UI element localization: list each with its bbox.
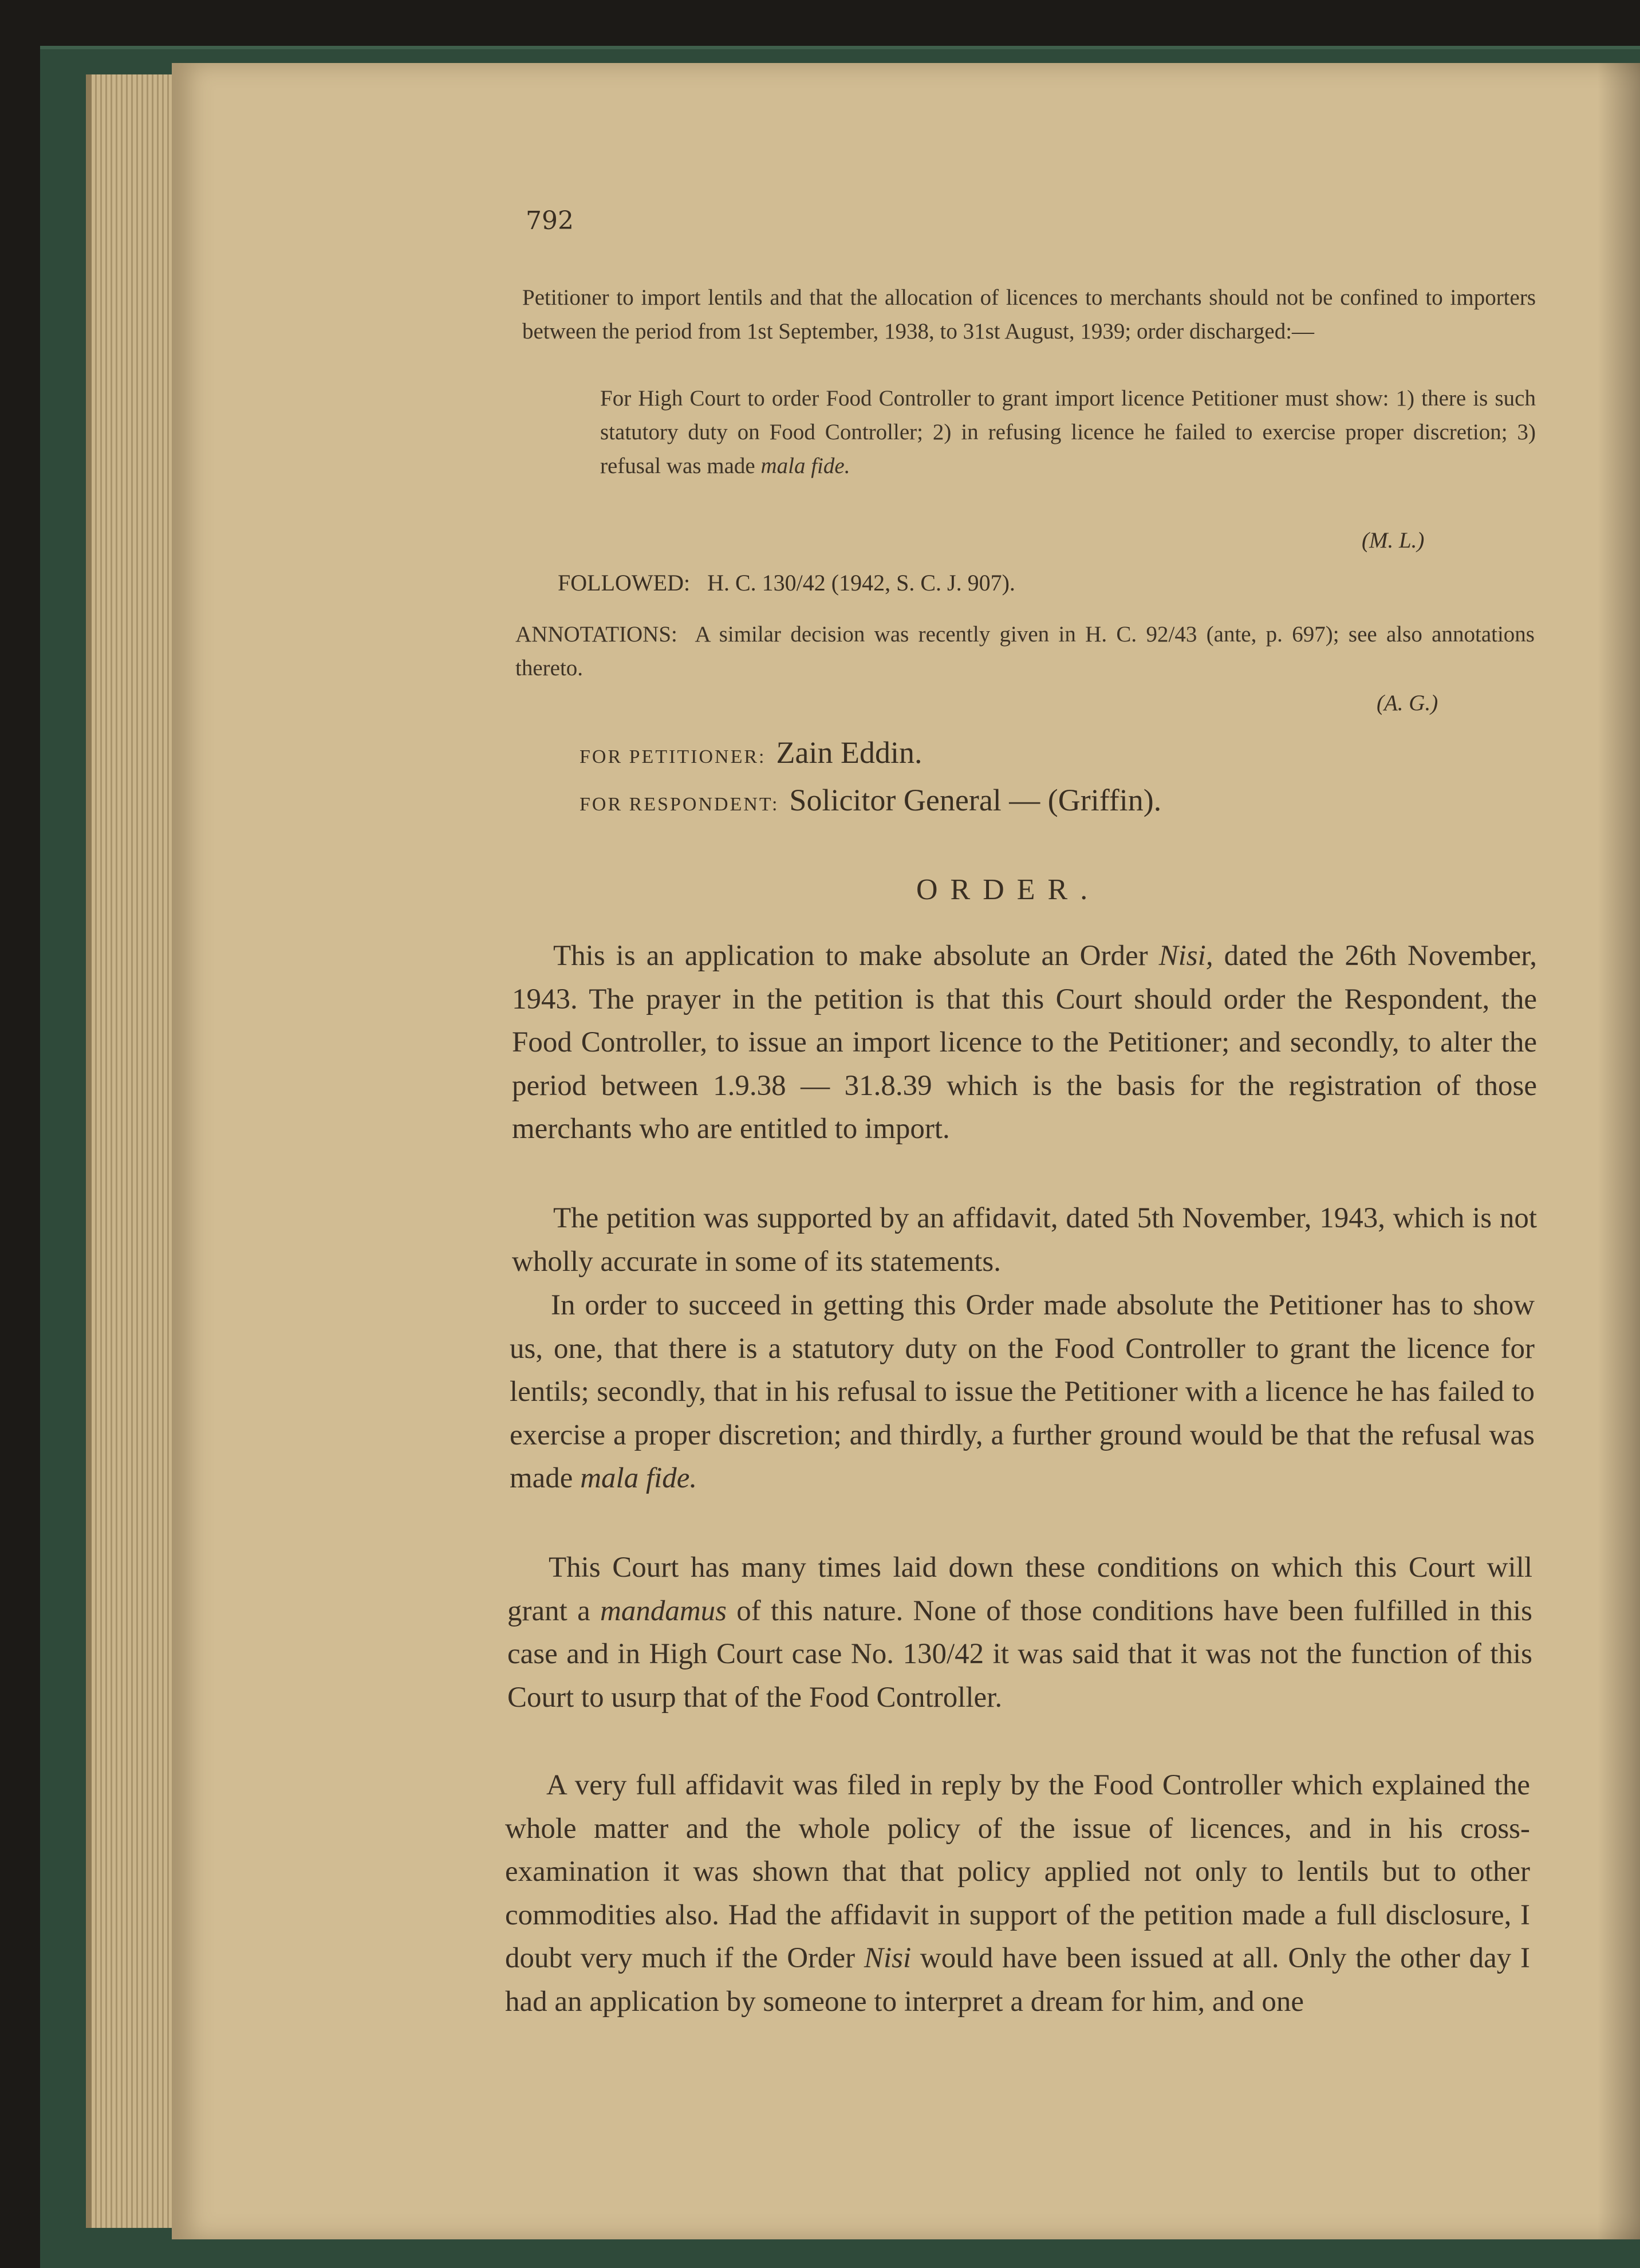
paragraph-1-text-a: This is an application to make absolute an Order	[553, 940, 1148, 972]
paragraph-5-text-a: A very full affidavit was filed in reply by the Food Controller which explained the whole matter and the whole policy of the issue of licences, and in his cross-examination it was shown that that policy applied not only to lentils but to other commodities also. Had the affidavit in support of the petition made a full disclosure, I doubt very much if the Order	[505, 1769, 1530, 1974]
page-shadow	[1598, 63, 1640, 2239]
annotations-label: ANNOTATIONS:	[515, 622, 677, 647]
paragraph-1	[512, 935, 1537, 1151]
paragraph-2-text: The petition was supported by an affidavit, dated 5th November, 1943, which is not wholly accurate in some of its statements.	[512, 1202, 1537, 1278]
counsel-petitioner-label: FOR PETITIONER:	[579, 746, 766, 767]
paragraph-4-italic: mandamus	[600, 1594, 727, 1627]
paragraph-5-italic: Nisi	[864, 1942, 912, 1974]
paragraph-4-text-a: This Court has many times laid down these conditions on which this Court will grant a	[507, 1552, 1532, 1627]
followed-text: H. C. 130/42 (1942, S. C. J. 907).	[707, 570, 1015, 596]
followed-line	[558, 569, 1015, 596]
counsel-respondent-label: FOR RESPONDENT:	[579, 794, 779, 815]
paragraph-5	[505, 1764, 1530, 2023]
annotations-text: A similar decision was recently given in H. C. 92/43 (ante, p. 697); see also annotations thereto.	[515, 622, 1535, 680]
paragraph-1-text-b: dated the 26th November, 1943. The prayer in the petition is that this Court should order the Respondent, the Food Controller, to issue an import licence to the Petitioner; and secondly, to alter the period between 1.9.38 — 31.8.39 which is the basis for the registration of those merchants who are entitled to import.	[512, 940, 1537, 1145]
headnote-summary: Petitioner to import lentils and that the allocation of licences to merchants should not be confined to importers between the period from 1st September, 1938, to 31st August, 1939; order discharged:—	[522, 285, 1536, 344]
paragraph-3-text: In order to succeed in getting this Order made absolute the Petitioner has to show us, one, that there is a statutory duty on the Food Controller to grant the licence for lentils; secondly, that in his refusal to issue the Petitioner with a licence he has failed to exercise a proper discretion; and thirdly, a further ground would be that the refusal was made	[510, 1289, 1535, 1494]
paragraph-3-italic: mala fide.	[580, 1462, 697, 1494]
counsel-petitioner-name: Zain Eddin.	[776, 735, 922, 770]
paragraph-4	[507, 1546, 1532, 1719]
annotations	[515, 617, 1535, 685]
headnote-holding-text: For High Court to order Food Controller to grant import licence Petitioner must show: 1) there is such statutory duty on Food Controller; 2) in refusing licence he failed to exercise proper discretion; 3) refusal was made	[600, 386, 1536, 478]
paragraph-3	[510, 1284, 1535, 1501]
editor-initials-2: (A. G.)	[1377, 691, 1438, 715]
headnote-holding	[600, 381, 1536, 483]
paragraph-4-text-b: of this nature. None of those conditions have been fulfilled in this case and in High Court case No. 130/42 it was said that it was not the function of this Court to usurp that of the Food Controller.	[507, 1594, 1532, 1714]
counsel-respondent	[579, 782, 1161, 818]
editor-initials-1: (M. L.)	[1362, 528, 1425, 553]
paragraph-5-text-b: would have been issued at all. Only the other day I had an application by someone to interpret a dream for him, and one	[505, 1942, 1531, 2018]
followed-label: FOLLOWED:	[558, 570, 691, 596]
paragraph-1-italic: Nisi,	[1158, 940, 1213, 972]
counsel-petitioner	[579, 735, 922, 770]
headnote-holding-italic: mala fide.	[760, 454, 850, 478]
page-number: 792	[526, 206, 574, 235]
counsel-respondent-name: Solicitor General — (Griffin).	[789, 783, 1162, 817]
order-heading: ORDER.	[916, 873, 1101, 906]
paragraph-2	[512, 1197, 1537, 1283]
